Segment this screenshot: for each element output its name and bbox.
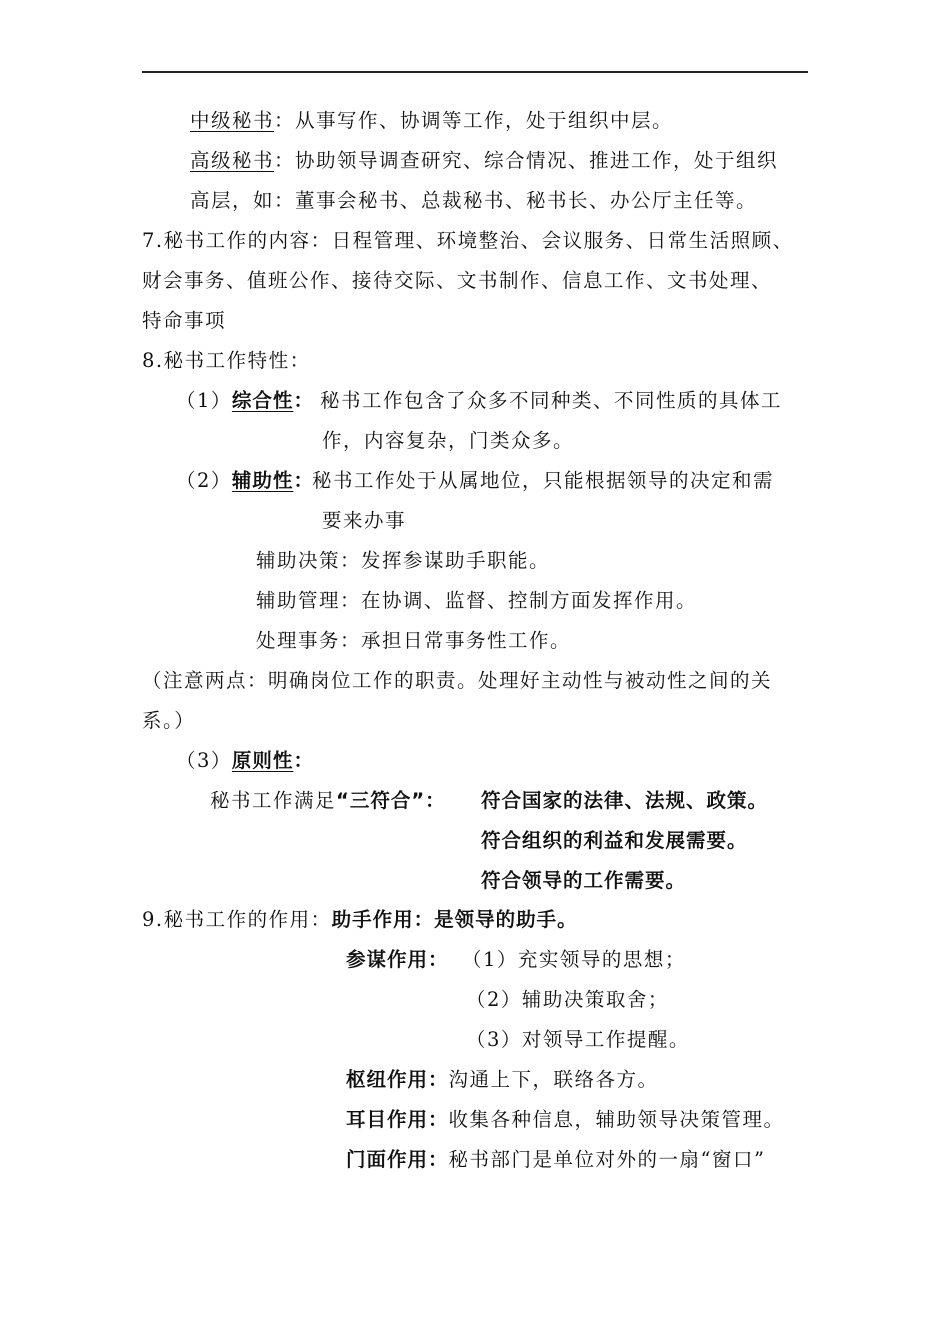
three-conform-lead bbox=[210, 789, 446, 813]
roles-lead: 9.秘书工作的作用： bbox=[142, 908, 332, 931]
advisor-item-2: （2）辅助决策取舍； bbox=[466, 988, 669, 1011]
three-conform-lead-text: 秘书工作满足 bbox=[210, 789, 337, 812]
header-rule bbox=[142, 71, 808, 73]
characteristics-heading: 8.秘书工作特性： bbox=[142, 349, 311, 372]
work-content-line-2: 财会事务、值班公作、接待交际、文书制作、信息工作、文书处理、 bbox=[142, 269, 773, 292]
handle-affairs-line: 处理事务：承担日常事务性工作。 bbox=[256, 629, 572, 652]
principle-line bbox=[176, 749, 314, 773]
term-eyes-ears-role: 耳目作用： bbox=[346, 1108, 449, 1131]
hub-role-desc: 沟通上下，联络各方。 bbox=[448, 1068, 659, 1091]
comprehensive-desc-cont: 作，内容复杂，门类众多。 bbox=[322, 429, 575, 452]
aux-management-line: 辅助管理：在协调、监督、控制方面发挥作用。 bbox=[256, 589, 698, 612]
note-line-2: 系。） bbox=[142, 709, 196, 732]
conform-item-1: 符合国家的法律、法规、政策。 bbox=[481, 789, 769, 812]
work-content-line-3: 特命事项 bbox=[142, 309, 227, 332]
three-conform-quote: “三符合”： bbox=[336, 789, 446, 812]
conform-item-2: 符合组织的利益和发展需要。 bbox=[481, 829, 748, 852]
term-mid-secretary: 中级秘书 bbox=[190, 109, 275, 132]
term-high-secretary: 高级秘书 bbox=[190, 149, 275, 172]
item-number: （1） bbox=[176, 389, 232, 412]
mid-secretary-desc: ：从事写作、协调等工作，处于组织中层。 bbox=[274, 109, 674, 132]
comprehensive-line bbox=[176, 389, 314, 413]
mid-level-secretary-line bbox=[190, 109, 673, 133]
colon: ： bbox=[293, 389, 314, 412]
colon: ： bbox=[293, 469, 314, 492]
work-content-line-1: 7.秘书工作的内容：日程管理、环境整治、会议服务、日常生活照顾、 bbox=[142, 229, 794, 252]
item-number: （3） bbox=[176, 749, 232, 772]
term-comprehensive: 综合性 bbox=[231, 389, 294, 412]
term-hub-role: 枢纽作用： bbox=[346, 1068, 449, 1091]
conform-item-3: 符合领导的工作需要。 bbox=[481, 869, 687, 892]
aux-decision-line: 辅助决策：发挥参谋助手职能。 bbox=[256, 549, 551, 572]
term-advisor-role: 参谋作用： bbox=[346, 948, 449, 971]
facade-role-desc: 秘书部门是单位对外的一扇“窗口” bbox=[448, 1148, 766, 1171]
eyes-ears-role-line bbox=[346, 1108, 785, 1132]
term-principle: 原则性 bbox=[231, 749, 294, 772]
assistant-role-desc: 是领导的助手。 bbox=[434, 908, 578, 931]
item-number: （2） bbox=[176, 469, 232, 492]
advisor-item-1: （1）充实领导的思想； bbox=[462, 948, 686, 971]
auxiliary-desc: 秘书工作处于从属地位，只能根据领导的决定和需 bbox=[312, 469, 775, 492]
auxiliary-desc-cont: 要来办事 bbox=[322, 509, 407, 532]
note-line-1: （注意两点：明确岗位工作的职责。处理好主动性与被动性之间的关 bbox=[142, 669, 773, 692]
term-assistant-role: 助手作用： bbox=[331, 908, 435, 931]
eyes-ears-role-desc: 收集各种信息，辅助领导决策管理。 bbox=[448, 1108, 785, 1131]
hub-role-line bbox=[346, 1068, 659, 1092]
term-facade-role: 门面作用： bbox=[346, 1148, 449, 1171]
advisor-item-3: （3）对领导工作提醒。 bbox=[466, 1028, 690, 1051]
high-level-secretary-line bbox=[190, 149, 778, 173]
comprehensive-desc: 秘书工作包含了众多不同种类、不同性质的具体工 bbox=[320, 389, 783, 412]
colon: ： bbox=[293, 749, 314, 772]
auxiliary-line bbox=[176, 469, 314, 493]
high-secretary-desc-cont: 高层，如：董事会秘书、总裁秘书、秘书长、办公厅主任等。 bbox=[190, 189, 758, 212]
term-auxiliary: 辅助性 bbox=[231, 469, 294, 492]
high-secretary-desc: ：协助领导调查研究、综合情况、推进工作，处于组织 bbox=[274, 149, 779, 172]
role-assistant-line bbox=[142, 908, 578, 932]
facade-role-line bbox=[346, 1148, 765, 1172]
